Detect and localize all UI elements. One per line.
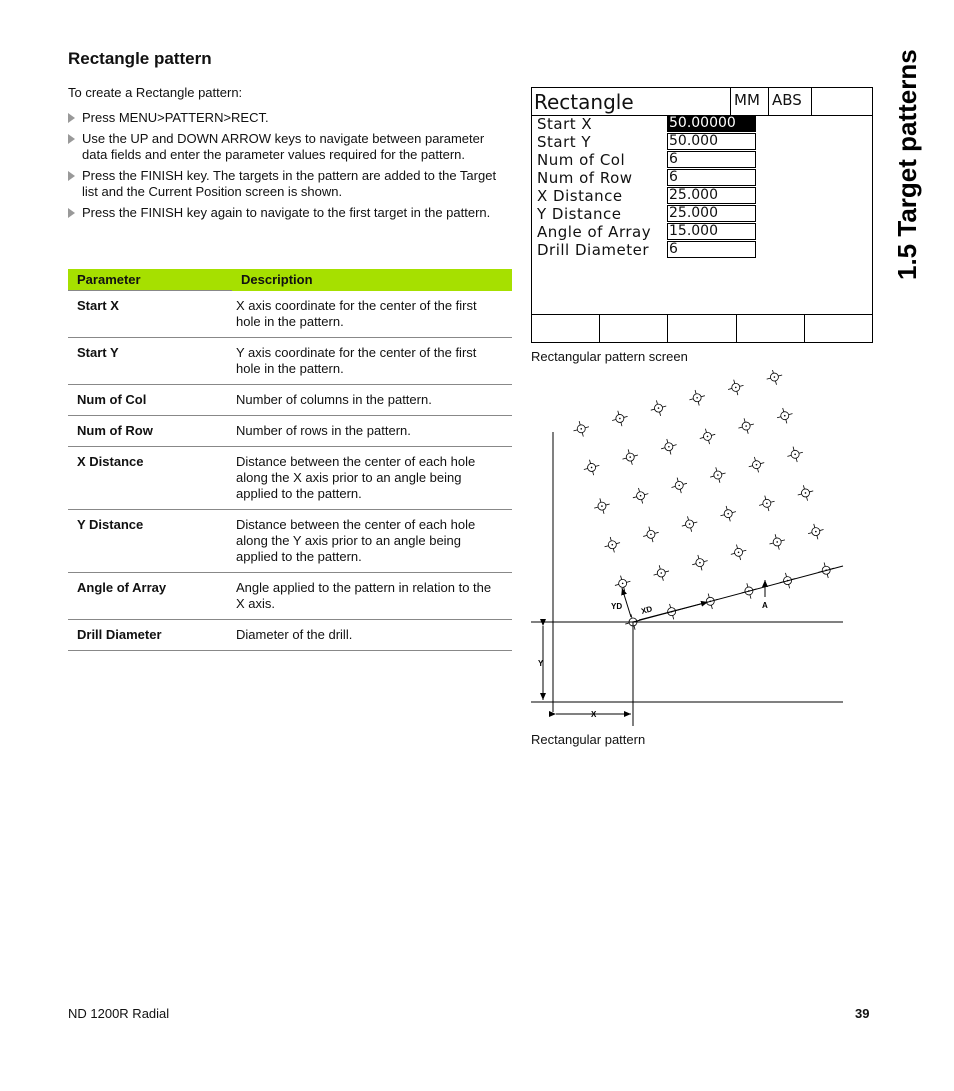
yd-arrow [622,588,631,617]
hole-marker-icon [664,604,679,619]
table-row [68,573,512,620]
param-name: Y Distance [68,510,232,573]
footer-product: ND 1200R Radial [68,1006,170,1021]
field-label: Drill Diameter [537,241,650,259]
hole-marker-icon [777,408,792,423]
y-label: Y [538,659,544,668]
hole-marker-icon [731,545,746,560]
step-item: Press the FINISH key. The targets in the pattern are added to the Target list and the Current Position screen is shown. [68,168,508,200]
param-name: X Distance [68,447,232,510]
hole-marker-icon [738,418,753,433]
field-label: Num of Col [537,151,626,169]
param-name: Start X [68,291,232,338]
mode-indicator: ABS [768,88,812,115]
field-label: X Distance [537,187,623,205]
rectangle-screen [531,87,873,343]
softkey-1[interactable] [532,315,600,342]
hole-marker-icon [605,537,620,552]
hole-marker-icon [728,380,743,395]
hole-marker-icon [584,460,599,475]
field-label: Num of Row [537,169,633,187]
hole-marker-icon [594,498,609,513]
num-of-col-field[interactable]: 6 [667,151,756,168]
hole-marker-icon [692,555,707,570]
param-description: Y axis coordinate for the center of the first hole in the pattern. [232,338,512,385]
step-item: Press the FINISH key again to navigate to the first target in the pattern. [68,205,508,221]
diagram-caption: Rectangular pattern [531,732,646,747]
column-header-parameter: Parameter [68,269,232,291]
hole-marker-icon [689,390,704,405]
softkey-bar [532,314,872,342]
hole-marker-icon [574,421,589,436]
side-title-text: 1.5 Target patterns [892,49,922,280]
bullet-triangle-icon [68,208,75,218]
rectangular-pattern-diagram [531,370,851,730]
start-y-field[interactable]: 50.000 [667,133,756,150]
bullet-triangle-icon [68,171,75,181]
table-row [68,291,512,338]
hole-marker-icon [671,478,686,493]
param-description: Distance between the center of each hole along the Y axis prior to an angle being applied to the pattern. [232,510,512,573]
softkey-4[interactable] [737,315,805,342]
screen-caption: Rectangular pattern screen [531,349,688,364]
x-distance-field[interactable]: 25.000 [667,187,756,204]
hole-marker-icon [654,565,669,580]
bullet-triangle-icon [68,134,75,144]
softkey-5[interactable] [805,315,872,342]
hole-marker-icon [798,485,813,500]
step-item: Press MENU>PATTERN>RECT. [68,110,508,126]
y-distance-field[interactable]: 25.000 [667,205,756,222]
column-header-description: Description [232,269,512,291]
num-of-row-field[interactable]: 6 [667,169,756,186]
hole-marker-icon [651,400,666,415]
section-heading: Rectangle pattern [68,49,212,68]
param-name: Angle of Array [68,573,232,620]
drill-diameter-field[interactable]: 6 [667,241,756,258]
unit-indicator: MM [730,88,768,115]
hole-marker-icon [700,429,715,444]
hole-marker-icon [808,524,823,539]
x-label: X [591,710,597,719]
field-label: Start Y [537,133,592,151]
hole-marker-icon [703,594,718,609]
param-name: Num of Col [68,385,232,416]
field-label: Start X [537,115,593,133]
table-row [68,385,512,416]
angle-label: A [762,601,768,610]
hole-marker-icon [741,583,756,598]
hole-marker-icon [767,370,782,385]
param-description: Number of rows in the pattern. [232,416,512,447]
hole-marker-icon [818,563,833,578]
hole-marker-icon [787,447,802,462]
table-row [68,338,512,385]
param-description: Diameter of the drill. [232,620,512,651]
step-list [68,110,508,226]
intro-text: To create a Rectangle pattern: [68,85,243,100]
hole-marker-icon [769,534,784,549]
hole-marker-icon [633,488,648,503]
angle-of-array-field[interactable]: 15.000 [667,223,756,240]
table-row [68,620,512,651]
hole-marker-icon [749,457,764,472]
param-description: X axis coordinate for the center of the first hole in the pattern. [232,291,512,338]
hole-marker-icon [661,439,676,454]
table-row [68,447,512,510]
param-name: Drill Diameter [68,620,232,651]
hole-marker-icon [612,411,627,426]
xd-label: XD [640,604,654,616]
parameter-table [68,269,512,651]
bullet-triangle-icon [68,113,75,123]
field-label: Angle of Array [537,223,652,241]
table-row [68,416,512,447]
softkey-2[interactable] [600,315,668,342]
param-name: Num of Row [68,416,232,447]
param-description: Angle applied to the pattern in relation to the X axis. [232,573,512,620]
table-row [68,510,512,573]
table-header-row [68,269,512,291]
hole-marker-icon [682,516,697,531]
screen-title: Rectangle [534,90,634,114]
hole-marker-icon [622,449,637,464]
hole-grid [574,370,834,630]
step-item: Use the UP and DOWN ARROW keys to navigate between parameter data fields and enter the parameter values required for the pattern. [68,131,508,163]
hole-marker-icon [643,527,658,542]
yd-label: YD [611,602,623,611]
start-x-field[interactable]: 50.00000 [667,115,756,132]
page-number: 39 [855,1006,870,1021]
hole-marker-icon [780,573,795,588]
hole-marker-icon [710,467,725,482]
param-name: Start Y [68,338,232,385]
softkey-3[interactable] [668,315,736,342]
param-description: Distance between the center of each hole along the X axis prior to an angle being applied to the pattern. [232,447,512,510]
hole-marker-icon [720,506,735,521]
hole-marker-icon [759,496,774,511]
field-label: Y Distance [537,205,622,223]
param-description: Number of columns in the pattern. [232,385,512,416]
